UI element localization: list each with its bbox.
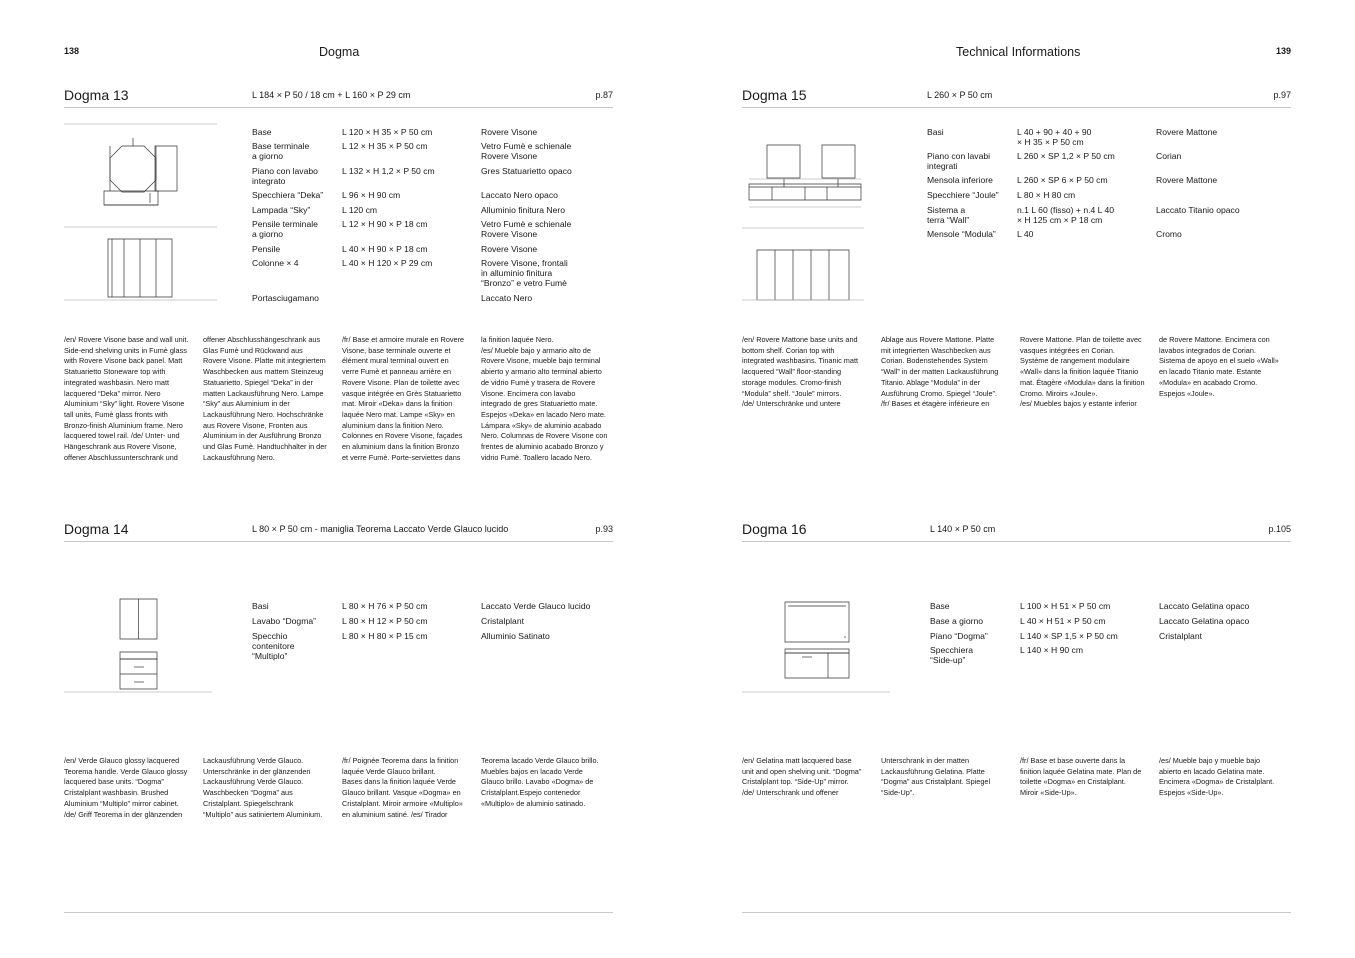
spec-item: Piano “Dogma” bbox=[930, 631, 988, 641]
description-column: offener Abschlusshängeschrank aus Glas Fumè und Rückwand aus Rovere Visone. Platte mit integriertem Waschbecken aus mattem Steinzeug Statuarietto. Spiegel “Deka” in der matten Lackausführung Nero. Lampe “Sky” aus Aluminium in der Lackausführung Nero. Hochschränke aus Rovere Visone, Fronten aus Aluminium in der Ausführung Bronzo und Glas Fumè. Handtuchhalter in der Lackausführung Nero. bbox=[203, 335, 327, 462]
spec-item: Specchiere “Joule” bbox=[927, 190, 999, 200]
right-page-title: Technical Informations bbox=[956, 45, 1081, 59]
description-column: /es/ Mueble bajo y mueble bajo abierto en lacado Gelatina mate. Encimera «Dogma» de Cristalplant. Espejos «Side-Up». bbox=[1159, 756, 1275, 798]
section-dimensions: L 260 × P 50 cm bbox=[927, 90, 993, 100]
spec-finish: Cromo bbox=[1156, 229, 1182, 239]
left-page-bottom-rule bbox=[64, 912, 613, 913]
spec-size: L 120 × H 35 × P 50 cm bbox=[342, 127, 433, 137]
spec-item: Basi bbox=[927, 127, 944, 137]
spec-item: Specchio contenitore “Multiplo” bbox=[252, 631, 295, 661]
spec-item: Base bbox=[252, 127, 272, 137]
section-page-reference: p.105 bbox=[1268, 524, 1291, 534]
spec-table bbox=[252, 601, 592, 661]
spec-item: Specchiera “Side-up” bbox=[930, 645, 973, 665]
spec-size: L 132 × H 1,2 × P 50 cm bbox=[342, 166, 435, 176]
left-page-title: Dogma bbox=[319, 45, 360, 59]
spec-finish: Alluminio finitura Nero bbox=[481, 205, 566, 215]
description-column: Unterschrank in der matten Lackausführung Gelatina. Platte “Dogma” aus Cristalplant. Spiegel “Side-Up”. bbox=[881, 756, 991, 798]
spec-item: Colonne × 4 bbox=[252, 258, 299, 268]
spec-size: L 140 × H 90 cm bbox=[1020, 645, 1083, 655]
right-page-bottom-rule bbox=[742, 912, 1291, 913]
description-column: Lackausführung Verde Glauco. Unterschränke in der glänzenden Lackausführung Verde Glauco. Waschbecken “Dogma” aus Cristalplant. Spiegelschrank “Multiplo” aus satiniertem Aluminium. bbox=[203, 756, 323, 819]
section-header bbox=[742, 521, 1291, 542]
spec-size: L 80 × H 80 × P 15 cm bbox=[342, 631, 428, 641]
section-dimensions: L 80 × P 50 cm - maniglia Teorema Laccato Verde Glauco lucido bbox=[252, 524, 509, 534]
spec-size: L 100 × H 51 × P 50 cm bbox=[1020, 601, 1111, 611]
multilingual-description bbox=[64, 756, 613, 822]
spec-item: Sistema a terra “Wall” bbox=[927, 205, 970, 225]
description-column: Ablage aus Rovere Mattone. Platte mit integrierten Waschbecken aus Corian. Bodenstehendes System “Wall” in der matten Lackausführung Titanio. Ablage “Modula” in der Ausführung Cromo. Spiegel “Joule”. /fr/ Bases et étagère inférieure en bbox=[881, 335, 999, 409]
description-column: /en/ Rovere Mattone base units and bottom shelf. Corian top with integrated washbasins. Tinanic matt lacquered “Wall” floor-standing storage modules. Cromo-finish “Modula” shelf. “Joule” mirrors. /de/ Unterschränke und untere bbox=[742, 335, 859, 409]
spec-size: n.1 L 60 (fisso) + n.4 L 40 × H 125 cm × P 18 cm bbox=[1017, 205, 1115, 225]
dogma-14-drawing bbox=[64, 597, 219, 697]
spec-size: L 260 × SP 6 × P 50 cm bbox=[1017, 175, 1108, 185]
spec-item: Pensile bbox=[252, 244, 281, 254]
spec-size: L 120 cm bbox=[342, 205, 378, 215]
spec-item: Specchiera “Deka” bbox=[252, 190, 324, 200]
spec-size: L 96 × H 90 cm bbox=[342, 190, 401, 200]
spec-size: L 80 × H 80 cm bbox=[1017, 190, 1076, 200]
section-title: Dogma 16 bbox=[742, 521, 807, 537]
section-title: Dogma 13 bbox=[64, 87, 129, 103]
section-dimensions: L 184 × P 50 / 18 cm + L 160 × P 29 cm bbox=[252, 90, 411, 100]
section-dimensions: L 140 × P 50 cm bbox=[930, 524, 996, 534]
multilingual-description bbox=[64, 335, 613, 467]
spec-size: L 40 bbox=[1017, 229, 1034, 239]
description-column: Rovere Mattone. Plan de toilette avec vasques intégrées en Corian. Système de rangement modulaire «Wall» dans la finition laquée Titanio mat. Étagère «Modula» dans la finition Cromo. Miroirs «Joule». /es/ Muebles bajos y estante inferior bbox=[1020, 335, 1145, 409]
section-header bbox=[64, 87, 613, 108]
spec-size: L 80 × H 76 × P 50 cm bbox=[342, 601, 428, 611]
spec-item: Piano con lavabi integrati bbox=[927, 151, 991, 171]
spec-finish: Rovere Visone, frontali in alluminio finitura “Bronzo” e vetro Fumè bbox=[481, 258, 568, 288]
spec-size: L 40 × H 120 × P 29 cm bbox=[342, 258, 433, 268]
section-dogma-13 bbox=[64, 87, 613, 467]
spec-item: Lavabo “Dogma” bbox=[252, 616, 317, 626]
spec-finish: Corian bbox=[1156, 151, 1182, 161]
spec-item: Mensole “Modula” bbox=[927, 229, 996, 239]
spec-table bbox=[930, 601, 1270, 671]
description-column: /en/ Rovere Visone base and wall unit. Side-end shelving units in Fumè glass with Rovere Visone back panel. Matt Statuarietto Stoneware top with integrated washbasin. Nero matt lacquered “Deka” mirror. Nero Aluminium “Sky” light. Rovere Visone tall units, Fumè glass fronts with Bronzo-finish Aluminium frame. Nero lacquered towel rail. /de/ Unter- und Hängeschrank aus Rovere Visone, offener Abschlussunterschrank und bbox=[64, 335, 189, 462]
description-column: /en/ Verde Glauco glossy lacquered Teorema handle. Verde Glauco glossy lacquered base units. “Dogma” Cristalplant washbasin. Brushed Aluminium “Multiplo” mirror cabinet. /de/ Griff Teorema in der glänzenden bbox=[64, 756, 188, 819]
spec-size: L 80 × H 12 × P 50 cm bbox=[342, 616, 428, 626]
spec-finish: Vetro Fumè e schienale Rovere Visone bbox=[481, 141, 572, 161]
spec-finish: Alluminio Satinato bbox=[481, 631, 550, 641]
spec-item: Base a giorno bbox=[930, 616, 984, 626]
description-column: Teorema lacado Verde Glauco brillo. Muebles bajos en lacado Verde Glauco brillo. Lavabo «Dogma» de Cristalplant.Espejo contenedor «Multiplo» de aluminio satinado. bbox=[481, 756, 599, 808]
spec-finish: Rovere Visone bbox=[481, 244, 538, 254]
spec-item: Piano con lavabo integrato bbox=[252, 166, 318, 186]
spec-item: Portasciugamano bbox=[252, 293, 319, 303]
spec-size: L 40 + 90 + 40 + 90 × H 35 × P 50 cm bbox=[1017, 127, 1092, 147]
spec-item: Base bbox=[930, 601, 950, 611]
spec-finish: Laccato Gelatina opaco bbox=[1159, 616, 1250, 626]
spec-finish: Laccato Nero bbox=[481, 293, 533, 303]
spec-item: Lampada “Sky” bbox=[252, 205, 311, 215]
left-page-number: 138 bbox=[64, 46, 80, 56]
multilingual-description bbox=[742, 335, 1291, 412]
section-page-reference: p.87 bbox=[595, 90, 613, 100]
dogma-16-drawing bbox=[742, 599, 897, 699]
description-column: la finition laquée Nero. /es/ Mueble bajo y armario alto de Rovere Visone, mueble bajo terminal abierto y armario alto terminal abierto de vidrio Fumè y trasera de Rovere Visone. Encimera con lavabo integrado de gres Statuarietto mate. Espejos «Deka» en lacado Nero mate. Lámpara «Sky» de aluminio acabado Nero. Columnas de Rovere Visone con frentes de aluminio acabado Bronzo y vidrio Fumè. Toallero lacado Nero. bbox=[481, 335, 608, 462]
section-dogma-14 bbox=[64, 521, 613, 821]
spec-finish: Laccato Gelatina opaco bbox=[1159, 601, 1250, 611]
description-column: de Rovere Mattone. Encimera con lavabos integrados de Corian. Sistema de apoyo en el suelo «Wall» en lacado Titanio mate. Estante «Modula» en acabado Cromo. Espejos «Joule». bbox=[1159, 335, 1279, 398]
spec-table bbox=[252, 127, 592, 307]
spec-finish: Rovere Visone bbox=[481, 127, 538, 137]
description-column: /fr/ Poignée Teorema dans la finition laquée Verde Glauco brillant. Bases dans la finition laquée Verde Glauco brillant. Vasque «Dogma» en Cristalplant. Miroir armoire «Multiplo» en aluminium satiné. /es/ Tirador bbox=[342, 756, 463, 819]
spec-finish: Laccato Nero opaco bbox=[481, 190, 558, 200]
description-column: /fr/ Base et armoire murale en Rovere Visone, base terminale ouverte et élément mural terminal ouvert en verre Fumè et panneau arrière en Rovere Visone. Plan de toilette avec vasque intégrée en Grès Statuarietto mat. Miroir «Deka» dans la finition laquée Nero mat. Lampe «Sky» en aluminium dans la finition Nero. Colonnes en Rovere Visone, façades en aluminium dans la finition Bronzo et verre Fumè. Porte-serviettes dans bbox=[342, 335, 465, 462]
spec-finish: Laccato Verde Glauco lucido bbox=[481, 601, 591, 611]
spec-size: L 12 × H 35 × P 50 cm bbox=[342, 141, 428, 151]
spec-item: Mensola inferiore bbox=[927, 175, 993, 185]
spec-finish: Gres Statuarietto opaco bbox=[481, 166, 572, 176]
spec-size: L 260 × SP 1,2 × P 50 cm bbox=[1017, 151, 1115, 161]
section-page-reference: p.97 bbox=[1273, 90, 1291, 100]
multilingual-description bbox=[742, 756, 1291, 801]
spec-item: Basi bbox=[252, 601, 269, 611]
description-column: /en/ Gelatina matt lacquered base unit and open shelving unit. “Dogma” Cristalplant top. “Side-Up” mirror. /de/ Unterschrank und offener bbox=[742, 756, 862, 798]
dogma-15-drawing bbox=[742, 142, 867, 302]
spec-item: Pensile terminale a giorno bbox=[252, 219, 318, 239]
spec-size: L 12 × H 90 × P 18 cm bbox=[342, 219, 428, 229]
spec-finish: Rovere Mattone bbox=[1156, 127, 1218, 137]
spec-size: L 140 × SP 1,5 × P 50 cm bbox=[1020, 631, 1118, 641]
description-column: /fr/ Base et base ouverte dans la finition laquée Gelatina mate. Plan de toilette «Dogma» en Cristalplant. Miroir «Side-Up». bbox=[1020, 756, 1142, 798]
spec-table bbox=[927, 127, 1267, 242]
section-dogma-16 bbox=[742, 521, 1291, 801]
section-title: Dogma 14 bbox=[64, 521, 129, 537]
dogma-13-drawing bbox=[64, 124, 219, 304]
section-dogma-15 bbox=[742, 87, 1291, 417]
section-page-reference: p.93 bbox=[595, 524, 613, 534]
spec-finish: Cristalplant bbox=[481, 616, 524, 626]
right-page-number: 139 bbox=[1276, 46, 1292, 56]
spec-finish: Vetro Fumè e schienale Rovere Visone bbox=[481, 219, 572, 239]
spec-finish: Cristalplant bbox=[1159, 631, 1202, 641]
spec-finish: Rovere Mattone bbox=[1156, 175, 1218, 185]
spec-item: Base terminale a giorno bbox=[252, 141, 310, 161]
spec-finish: Laccato Titanio opaco bbox=[1156, 205, 1240, 215]
section-header bbox=[742, 87, 1291, 108]
spec-size: L 40 × H 90 × P 18 cm bbox=[342, 244, 428, 254]
section-header bbox=[64, 521, 613, 542]
section-title: Dogma 15 bbox=[742, 87, 807, 103]
spec-size: L 40 × H 51 × P 50 cm bbox=[1020, 616, 1106, 626]
